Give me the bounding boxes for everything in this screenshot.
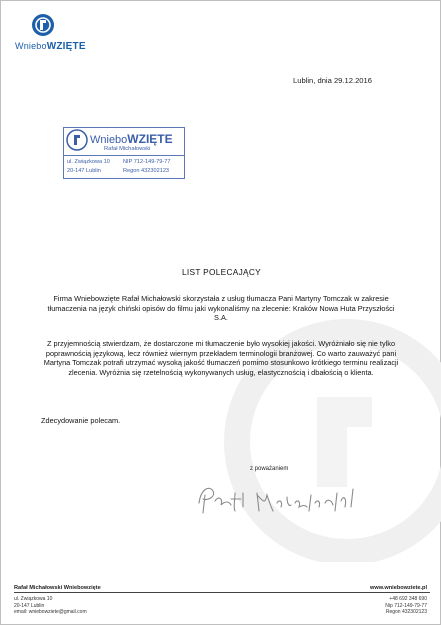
footer-email: email: wniebowziete@gmail.com bbox=[14, 609, 87, 615]
footer-divider bbox=[14, 592, 430, 593]
stamp-divider bbox=[64, 155, 184, 156]
closing-regards: z poważaniem bbox=[250, 466, 289, 472]
paragraph-1: Firma Wniebowzięte Rafał Michałowski skorzystała z usług tłumacza Pani Martyny Tomczak w zakresie tłumaczenia na język chiński opisów do filmu jaki wykonaliśmy na zlecenie: Kraków Nowa Huta Przyszłości S.A. bbox=[47, 294, 395, 323]
stamp-nip: NIP 712-149-79-77 bbox=[123, 159, 171, 165]
stamp-regon: Regon 432302123 bbox=[123, 168, 170, 174]
footer-contact bbox=[385, 596, 427, 616]
footer-address bbox=[14, 596, 87, 616]
footer-phone: +48 692 348 690 bbox=[389, 596, 427, 602]
logo-wordmark: WnieboWZIĘTE bbox=[15, 41, 86, 52]
company-logo bbox=[15, 13, 105, 53]
stamp-logo-icon bbox=[66, 129, 88, 151]
footer-address-city: 20-147 Lublin bbox=[14, 602, 45, 609]
company-stamp bbox=[63, 127, 185, 179]
footer-nip: Nip 712-149-79-77 bbox=[385, 602, 427, 609]
footer-website: www.wniebowziete.pl bbox=[370, 585, 427, 591]
stamp-address-street: ul. Związkowa 10 bbox=[67, 159, 110, 165]
paragraph-2: Z przyjemnością stwierdzam, że dostarczone mi tłumaczenie było wysokiej jakości. Wyróżniało się nie tylko poprawnością językową, lecz również wiernym przekładem terminologii branżowej. Co warto zauważyć pani Martyna Tomczak potrafi utrzymać wysoką jakość tłumaczeń pomimo stosunkowo krótkiego terminu realizacji zlecenia. Wyróżnia się rzetelnością wykonywanych usług, elastycznością i dbałością o klienta. bbox=[43, 339, 399, 377]
paragraph-3: Zdecydowanie polecam. bbox=[41, 416, 121, 425]
footer-address-street: ul. Związkowa 10 bbox=[14, 596, 53, 602]
footer-company-name: Rafał Michałowski Wniebowzięte bbox=[14, 585, 101, 591]
logo-icon bbox=[31, 13, 55, 37]
letter-date: Lublin, dnia 29.12.2016 bbox=[293, 76, 372, 85]
handwritten-signature bbox=[191, 471, 381, 521]
stamp-company-name: WnieboWZIĘTE bbox=[90, 132, 173, 146]
stamp-owner: Rafał Michałowski bbox=[104, 146, 151, 152]
stamp-address-city: 20-147 Lublin bbox=[67, 168, 101, 174]
footer-regon: Regon 432302123 bbox=[385, 609, 427, 615]
letter-title: LIST POLECAJĄCY bbox=[181, 267, 262, 277]
